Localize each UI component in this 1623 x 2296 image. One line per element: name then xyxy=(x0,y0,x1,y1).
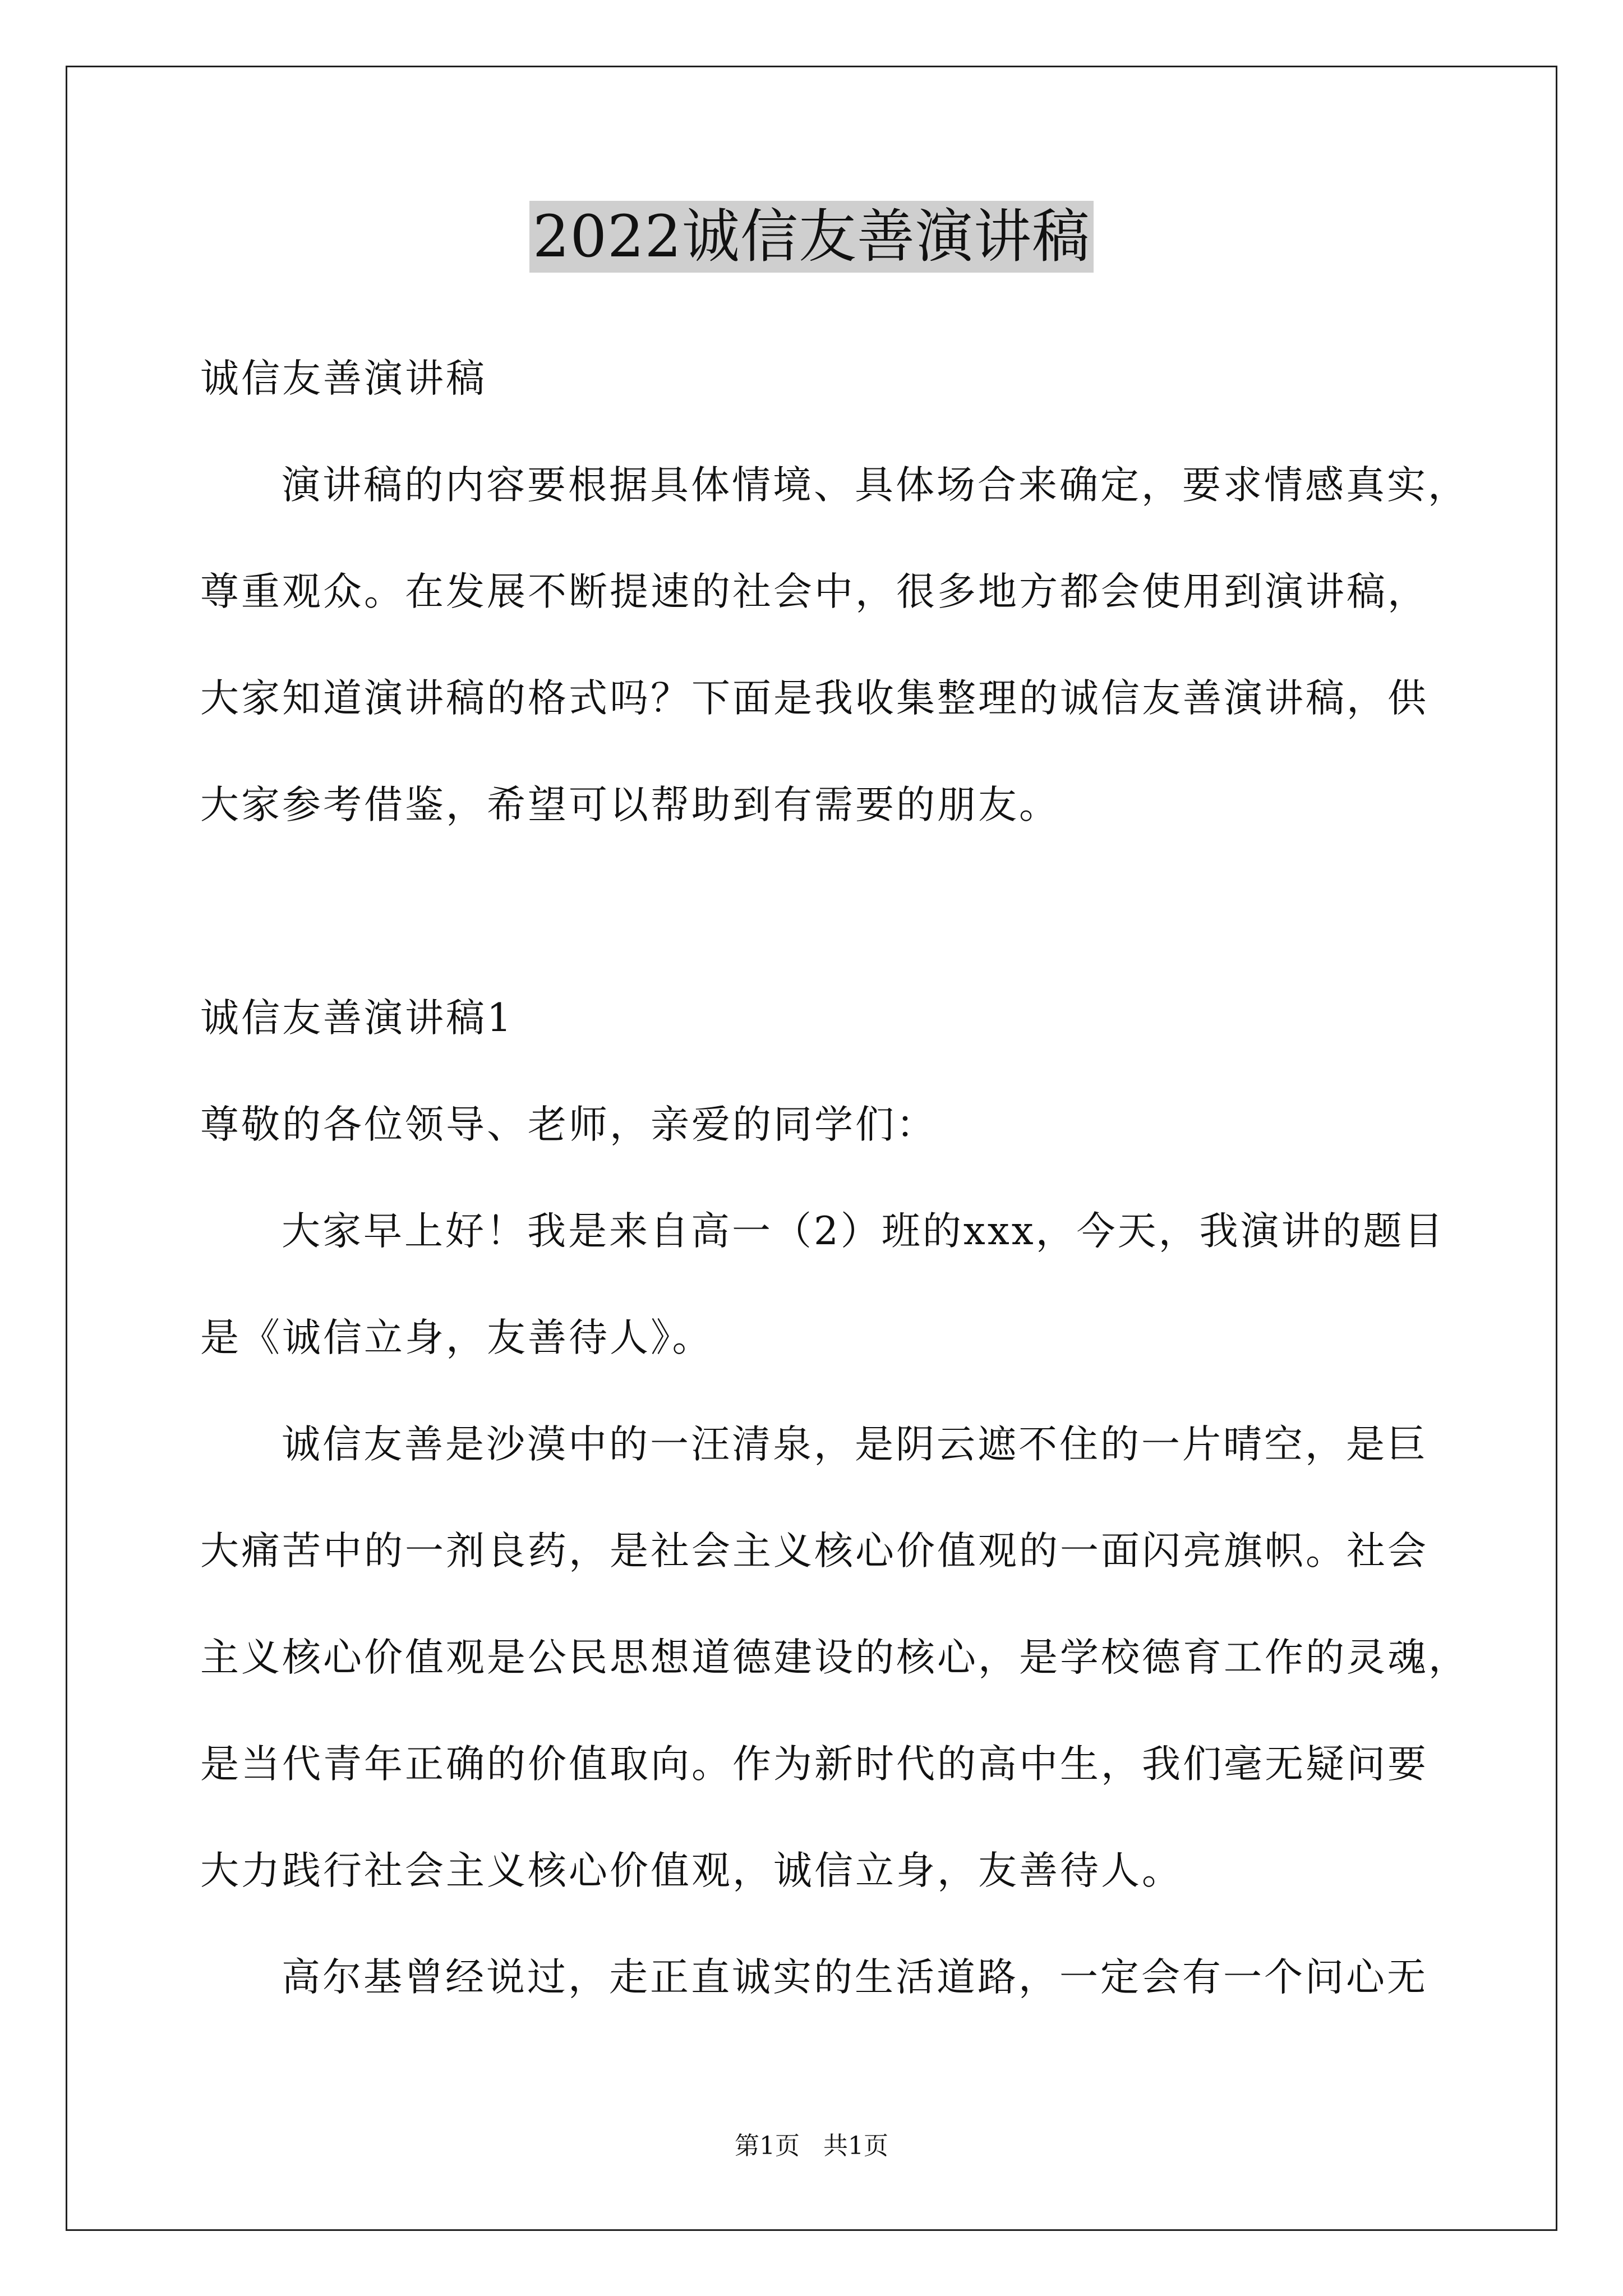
paragraph-line: 大家参考借鉴，希望可以帮助到有需要的朋友。 xyxy=(200,783,1060,827)
paragraph-line: 尊重观众。在发展不断提速的社会中，很多地方都会使用到演讲稿， xyxy=(200,569,1428,614)
section-heading: 诚信友善演讲稿 xyxy=(200,356,487,401)
paragraph-line: 是《诚信立身，友善待人》。 xyxy=(200,1315,713,1360)
paragraph-line: 大家早上好！我是来自高一（2）班的xxx，今天，我演讲的题目 xyxy=(282,1209,1445,1254)
title-container xyxy=(0,201,1623,273)
paragraph-line: 演讲稿的内容要根据具体情境、具体场合来确定，要求情感真实， xyxy=(282,463,1469,508)
salutation-line: 尊敬的各位领导、老师，亲爱的同学们： xyxy=(200,1102,937,1147)
paragraph-line: 主义核心价值观是公民思想道德建设的核心，是学校德育工作的灵魂， xyxy=(200,1635,1469,1680)
section-heading: 诚信友善演讲稿1 xyxy=(200,996,514,1041)
paragraph-line: 大力践行社会主义核心价值观，诚信立身，友善待人。 xyxy=(200,1848,1183,1893)
page-number-footer: 第1页 共1页 xyxy=(735,2132,888,2160)
document-title: 2022诚信友善演讲稿 xyxy=(529,201,1094,273)
paragraph-line: 诚信友善是沙漠中的一汪清泉，是阴云遮不住的一片晴空，是巨 xyxy=(282,1422,1428,1467)
paragraph-line: 高尔基曾经说过，走正直诚实的生活道路，一定会有一个问心无 xyxy=(282,1955,1428,2000)
paragraph-line: 大痛苦中的一剂良药，是社会主义核心价值观的一面闪亮旗帜。社会 xyxy=(200,1529,1428,1573)
paragraph-line: 大家知道演讲稿的格式吗？下面是我收集整理的诚信友善演讲稿，供 xyxy=(200,676,1428,721)
paragraph-line: 是当代青年正确的价值取向。作为新时代的高中生，我们毫无疑问要 xyxy=(200,1742,1428,1787)
